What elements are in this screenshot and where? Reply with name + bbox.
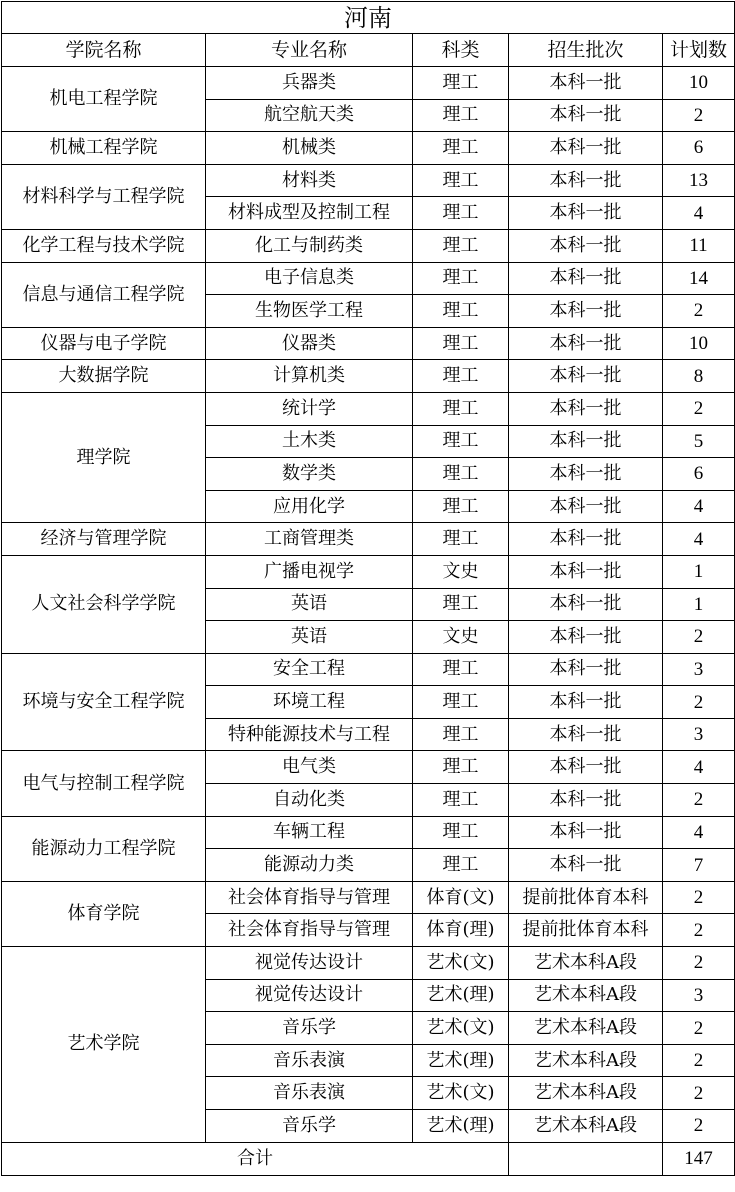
table-row xyxy=(2,262,735,295)
category: 体育(文) xyxy=(413,881,509,914)
batch: 本科一批 xyxy=(509,67,663,100)
major-name: 兵器类 xyxy=(206,67,413,100)
total-value: 147 xyxy=(663,1142,735,1175)
major-name: 化工与制药类 xyxy=(206,229,413,262)
plan-count: 2 xyxy=(663,686,735,719)
category: 理工 xyxy=(413,327,509,360)
college-name: 化学工程与技术学院 xyxy=(2,229,206,262)
plan-count: 11 xyxy=(663,229,735,262)
batch: 本科一批 xyxy=(509,718,663,751)
header-category: 科类 xyxy=(413,34,509,67)
batch: 本科一批 xyxy=(509,295,663,328)
plan-count: 4 xyxy=(663,751,735,784)
title-row xyxy=(2,2,735,34)
major-name: 数学类 xyxy=(206,458,413,491)
batch: 本科一批 xyxy=(509,458,663,491)
batch: 艺术本科A段 xyxy=(509,947,663,980)
header-row xyxy=(2,34,735,67)
category: 艺术(理) xyxy=(413,1110,509,1143)
plan-count: 13 xyxy=(663,164,735,197)
category: 文史 xyxy=(413,621,509,654)
major-name: 社会体育指导与管理 xyxy=(206,881,413,914)
category: 理工 xyxy=(413,229,509,262)
table-row xyxy=(2,523,735,556)
table-row xyxy=(2,947,735,980)
plan-count: 14 xyxy=(663,262,735,295)
table-row xyxy=(2,751,735,784)
batch: 本科一批 xyxy=(509,784,663,817)
table-row xyxy=(2,653,735,686)
college-name: 体育学院 xyxy=(2,881,206,946)
college-name: 经济与管理学院 xyxy=(2,523,206,556)
category: 理工 xyxy=(413,360,509,393)
batch: 提前批体育本科 xyxy=(509,881,663,914)
plan-count: 10 xyxy=(663,327,735,360)
plan-count: 3 xyxy=(663,653,735,686)
major-name: 车辆工程 xyxy=(206,816,413,849)
category: 理工 xyxy=(413,67,509,100)
table-row xyxy=(2,229,735,262)
major-name: 统计学 xyxy=(206,392,413,425)
category: 理工 xyxy=(413,458,509,491)
total-label: 合计 xyxy=(2,1142,509,1175)
plan-count: 8 xyxy=(663,360,735,393)
college-name: 材料科学与工程学院 xyxy=(2,164,206,229)
category: 理工 xyxy=(413,653,509,686)
table-row xyxy=(2,132,735,165)
batch: 艺术本科A段 xyxy=(509,979,663,1012)
plan-count: 10 xyxy=(663,67,735,100)
plan-count: 2 xyxy=(663,1044,735,1077)
plan-count: 4 xyxy=(663,197,735,230)
category: 文史 xyxy=(413,555,509,588)
major-name: 应用化学 xyxy=(206,490,413,523)
major-name: 工商管理类 xyxy=(206,523,413,556)
category: 理工 xyxy=(413,490,509,523)
batch: 本科一批 xyxy=(509,99,663,132)
major-name: 英语 xyxy=(206,621,413,654)
batch: 本科一批 xyxy=(509,197,663,230)
major-name: 能源动力类 xyxy=(206,849,413,882)
college-name: 环境与安全工程学院 xyxy=(2,653,206,751)
category: 艺术(理) xyxy=(413,1044,509,1077)
batch: 本科一批 xyxy=(509,327,663,360)
batch: 本科一批 xyxy=(509,816,663,849)
category: 理工 xyxy=(413,849,509,882)
major-name: 特种能源技术与工程 xyxy=(206,718,413,751)
plan-count: 4 xyxy=(663,490,735,523)
plan-count: 2 xyxy=(663,1077,735,1110)
major-name: 自动化类 xyxy=(206,784,413,817)
category: 理工 xyxy=(413,816,509,849)
batch: 本科一批 xyxy=(509,490,663,523)
batch: 本科一批 xyxy=(509,132,663,165)
plan-count: 2 xyxy=(663,1012,735,1045)
batch: 本科一批 xyxy=(509,523,663,556)
batch: 本科一批 xyxy=(509,751,663,784)
batch: 艺术本科A段 xyxy=(509,1044,663,1077)
table-row xyxy=(2,392,735,425)
table-row xyxy=(2,816,735,849)
plan-count: 2 xyxy=(663,784,735,817)
table-row xyxy=(2,360,735,393)
major-name: 土木类 xyxy=(206,425,413,458)
college-name: 大数据学院 xyxy=(2,360,206,393)
plan-count: 2 xyxy=(663,947,735,980)
batch: 艺术本科A段 xyxy=(509,1012,663,1045)
batch: 本科一批 xyxy=(509,425,663,458)
header-major: 专业名称 xyxy=(206,34,413,67)
major-name: 材料成型及控制工程 xyxy=(206,197,413,230)
major-name: 计算机类 xyxy=(206,360,413,393)
batch: 本科一批 xyxy=(509,229,663,262)
category: 艺术(文) xyxy=(413,947,509,980)
batch: 本科一批 xyxy=(509,392,663,425)
category: 理工 xyxy=(413,588,509,621)
college-name: 机械工程学院 xyxy=(2,132,206,165)
batch: 本科一批 xyxy=(509,686,663,719)
category: 理工 xyxy=(413,262,509,295)
plan-count: 2 xyxy=(663,914,735,947)
major-name: 音乐表演 xyxy=(206,1077,413,1110)
total-row xyxy=(2,1142,735,1175)
major-name: 音乐表演 xyxy=(206,1044,413,1077)
category: 理工 xyxy=(413,751,509,784)
plan-count: 4 xyxy=(663,816,735,849)
category: 理工 xyxy=(413,718,509,751)
major-name: 电子信息类 xyxy=(206,262,413,295)
category: 艺术(理) xyxy=(413,979,509,1012)
college-name: 艺术学院 xyxy=(2,947,206,1143)
major-name: 环境工程 xyxy=(206,686,413,719)
plan-count: 6 xyxy=(663,458,735,491)
table-row xyxy=(2,555,735,588)
header-college: 学院名称 xyxy=(2,34,206,67)
college-name: 仪器与电子学院 xyxy=(2,327,206,360)
header-plan: 计划数 xyxy=(663,34,735,67)
plan-count: 2 xyxy=(663,621,735,654)
major-name: 广播电视学 xyxy=(206,555,413,588)
table-row xyxy=(2,67,735,100)
table-row xyxy=(2,164,735,197)
college-name: 电气与控制工程学院 xyxy=(2,751,206,816)
plan-count: 2 xyxy=(663,99,735,132)
category: 理工 xyxy=(413,99,509,132)
category: 体育(理) xyxy=(413,914,509,947)
category: 理工 xyxy=(413,197,509,230)
plan-count: 2 xyxy=(663,295,735,328)
plan-count: 4 xyxy=(663,523,735,556)
province-title: 河南 xyxy=(2,2,735,34)
batch: 本科一批 xyxy=(509,588,663,621)
batch: 本科一批 xyxy=(509,262,663,295)
category: 理工 xyxy=(413,164,509,197)
batch: 本科一批 xyxy=(509,621,663,654)
plan-count: 5 xyxy=(663,425,735,458)
category: 理工 xyxy=(413,784,509,817)
plan-count: 3 xyxy=(663,718,735,751)
category: 理工 xyxy=(413,425,509,458)
total-blank xyxy=(509,1142,663,1175)
college-name: 机电工程学院 xyxy=(2,67,206,132)
batch: 本科一批 xyxy=(509,849,663,882)
major-name: 材料类 xyxy=(206,164,413,197)
major-name: 电气类 xyxy=(206,751,413,784)
table-row xyxy=(2,327,735,360)
category: 理工 xyxy=(413,132,509,165)
enrollment-plan-table xyxy=(1,1,735,1176)
batch: 本科一批 xyxy=(509,164,663,197)
category: 理工 xyxy=(413,523,509,556)
plan-count: 6 xyxy=(663,132,735,165)
plan-count: 2 xyxy=(663,1110,735,1143)
major-name: 仪器类 xyxy=(206,327,413,360)
major-name: 生物医学工程 xyxy=(206,295,413,328)
plan-count: 2 xyxy=(663,392,735,425)
college-name: 人文社会科学学院 xyxy=(2,555,206,653)
batch: 本科一批 xyxy=(509,653,663,686)
plan-count: 3 xyxy=(663,979,735,1012)
major-name: 社会体育指导与管理 xyxy=(206,914,413,947)
category: 理工 xyxy=(413,392,509,425)
major-name: 视觉传达设计 xyxy=(206,979,413,1012)
category: 理工 xyxy=(413,686,509,719)
major-name: 航空航天类 xyxy=(206,99,413,132)
major-name: 机械类 xyxy=(206,132,413,165)
category: 艺术(文) xyxy=(413,1077,509,1110)
batch: 艺术本科A段 xyxy=(509,1077,663,1110)
college-name: 能源动力工程学院 xyxy=(2,816,206,881)
major-name: 视觉传达设计 xyxy=(206,947,413,980)
header-batch: 招生批次 xyxy=(509,34,663,67)
category: 理工 xyxy=(413,295,509,328)
major-name: 英语 xyxy=(206,588,413,621)
batch: 本科一批 xyxy=(509,555,663,588)
major-name: 安全工程 xyxy=(206,653,413,686)
college-name: 理学院 xyxy=(2,392,206,522)
plan-count: 2 xyxy=(663,881,735,914)
table-row xyxy=(2,881,735,914)
major-name: 音乐学 xyxy=(206,1012,413,1045)
plan-count: 1 xyxy=(663,588,735,621)
batch: 提前批体育本科 xyxy=(509,914,663,947)
major-name: 音乐学 xyxy=(206,1110,413,1143)
category: 艺术(文) xyxy=(413,1012,509,1045)
college-name: 信息与通信工程学院 xyxy=(2,262,206,327)
batch: 艺术本科A段 xyxy=(509,1110,663,1143)
plan-count: 1 xyxy=(663,555,735,588)
batch: 本科一批 xyxy=(509,360,663,393)
plan-count: 7 xyxy=(663,849,735,882)
